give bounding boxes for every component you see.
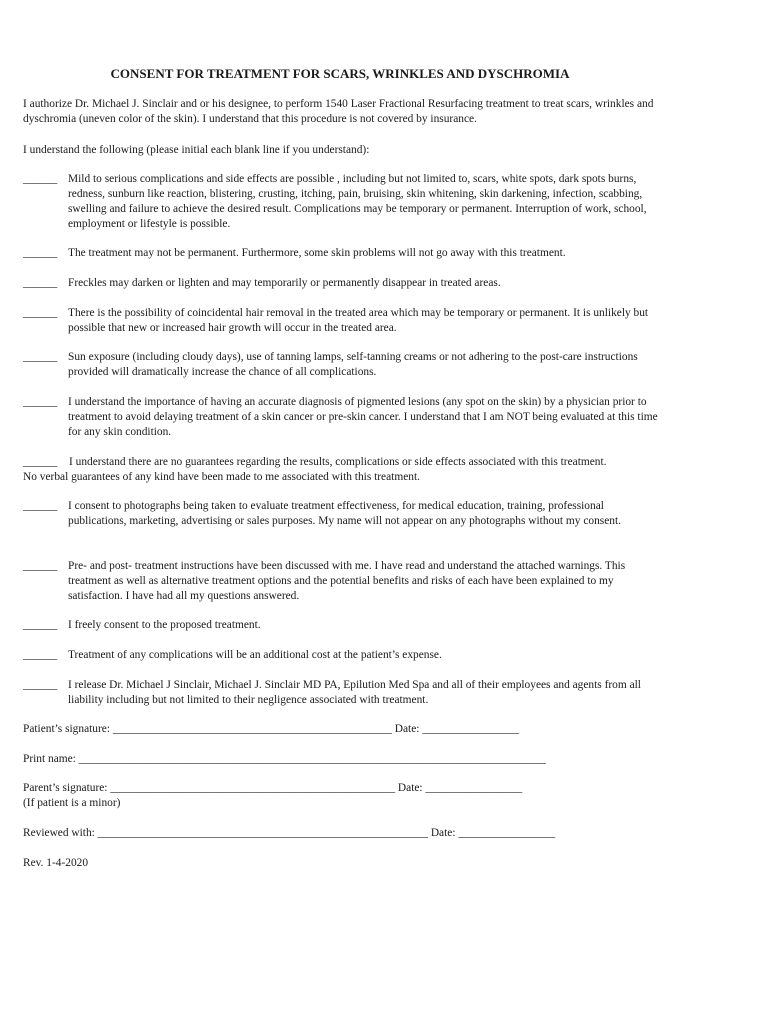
initial-blank-line[interactable]: ______ [23,247,58,259]
revision-label: Rev. 1-4-2020 [23,857,89,869]
consent-item-text: Sun exposure (including cloudy days), use of tanning lamps, self-tanning creams or not adhering to the post-care instructions provided will dramatically increase the chance of all complications. [68,351,638,378]
instruction-text: I understand the following (please initial each blank line if you understand): [23,144,370,156]
consent-item-text: I freely consent to the proposed treatment. [68,619,261,631]
consent-item [23,350,663,380]
initial-blank-line[interactable]: ______ [23,619,58,631]
initial-blank-line[interactable]: ______ [23,500,58,512]
initial-blank-line[interactable]: ______ [23,307,58,319]
initial-blank-line[interactable]: ______ [23,396,58,408]
initial-blank-line[interactable]: ______ [23,560,58,572]
initial-blank-line[interactable]: ______ [23,456,58,468]
print-name-line[interactable]: Print name: __________________________________________________________________________________ [23,753,546,765]
initial-blank-line[interactable]: ______ [23,173,58,185]
parent-signature-note: (If patient is a minor) [23,797,121,809]
consent-item [23,559,663,604]
form-title: CONSENT FOR TREATMENT FOR SCARS, WRINKLES AND DYSCHROMIA [110,66,570,81]
consent-item-text: Mild to serious complications and side effects are possible , including but not limited to, scars, white spots, dark spots burns, redness, sunburn like reaction, blistering, crusting, itching, pain, bruising, skin whitening, skin darkening, infection, scabbing, swelling and failure to achieve the desired result. Complications may be temporary or permanent. Interruption of work, school, employment or lifestyle is possible. [68,173,647,230]
consent-item [23,172,663,232]
consent-item-text: Pre- and post- treatment instructions have been discussed with me. I have read and understand the attached warnings. This treatment as well as alternative treatment options and the potential benefits and risks of each have been explained to my satisfaction. I have had all my questions answered. [68,560,626,602]
consent-item-text: I release Dr. Michael J Sinclair, Michael J. Sinclair MD PA, Epilution Med Spa and all of their employees and agents from all liability including but not limited to their negligence associated with treatment. [68,679,641,706]
consent-item [23,246,663,261]
initial-blank-line[interactable]: ______ [23,277,58,289]
consent-item [23,455,663,485]
consent-item-text: Freckles may darken or lighten and may temporarily or permanently disappear in treated areas. [68,277,501,289]
initial-blank-line[interactable]: ______ [23,351,58,363]
parent-signature-line[interactable]: Parent’s signature: __________________________________________________ Date: _________________ [23,782,523,794]
consent-item-text: I understand there are no guarantees regarding the results, complications or side effects associated with this treatment. No verbal guarantees of any kind have been made to me associated with this treatment. [23,456,607,483]
consent-item [23,499,663,529]
consent-item [23,306,663,336]
consent-item [23,276,663,291]
consent-item-text: There is the possibility of coincidental hair removal in the treated area which may be temporary or permanent. It is unlikely but possible that new or increased hair growth will occur in the treated area. [68,307,649,334]
consent-item-text: The treatment may not be permanent. Furthermore, some skin problems will not go away with this treatment. [68,247,566,259]
consent-item [23,648,663,663]
reviewed-with-line[interactable]: Reviewed with: __________________________________________________________ Date: _________________ [23,827,556,839]
intro-paragraph: I authorize Dr. Michael J. Sinclair and or his designee, to perform 1540 Laser Fractional Resurfacing treatment to treat scars, wrinkles and dyschromia (uneven color of the skin). I understand that this procedure is not covered by insurance. [23,98,654,125]
initial-blank-line[interactable]: ______ [23,679,58,691]
consent-item [23,678,663,708]
consent-item [23,395,663,440]
consent-item [23,618,663,633]
patient-signature-line[interactable]: Patient’s signature: _________________________________________________ Date: _________________ [23,723,520,735]
initial-blank-line[interactable]: ______ [23,649,58,661]
consent-item-text: Treatment of any complications will be an additional cost at the patient’s expense. [68,649,442,661]
consent-item-text: I understand the importance of having an accurate diagnosis of pigmented lesions (any spot on the skin) by a physician prior to treatment to avoid delaying treatment of a skin cancer or pre-skin cancer. I understand that I am NOT being evaluated at this time for any skin condition. [68,396,658,438]
consent-item-text: I consent to photographs being taken to evaluate treatment effectiveness, for medical education, training, professional publications, marketing, advertising or sales purposes. My name will not appear on any photographs without my consent. [68,500,621,527]
